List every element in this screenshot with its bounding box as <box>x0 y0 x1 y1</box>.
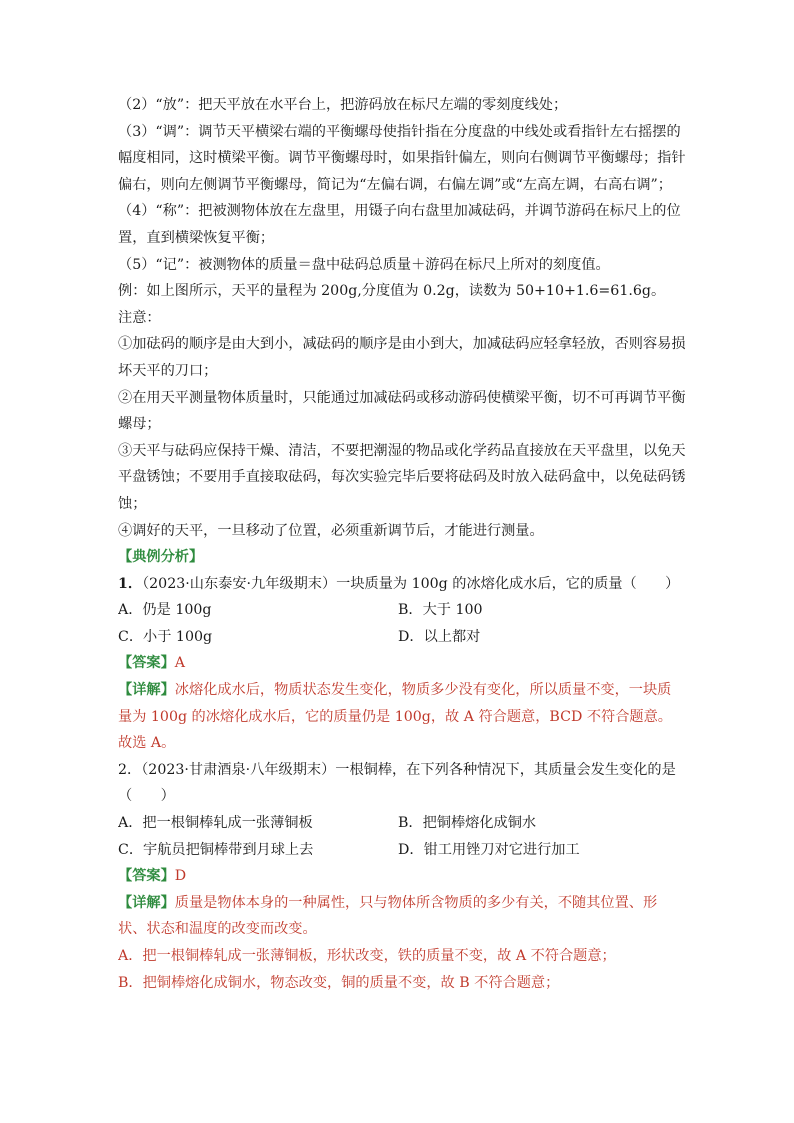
answer-value: A <box>174 655 186 672</box>
question-1-stem <box>118 571 690 598</box>
step-line: 幅度相同，这时横梁平衡。调节平衡螺母时，如果指针偏左，则向右侧调节平衡螺母；指针 <box>118 150 686 167</box>
note-line: 蚀； <box>118 495 147 512</box>
step-line: （5）“记”：被测物体的质量＝盘中砝码总质量＋游码在标尺上所对的刻度值。 <box>118 256 610 273</box>
example-line: 例：如上图所示，天平的量程为 200g,分度值为 0.2g，读数为 50+10+1.6=61.6g。 <box>118 283 666 300</box>
detail-tag: 【详解】 <box>118 894 175 911</box>
note-line: ②在用天平测量物体质量时，只能通过加减砝码或移动游码使横梁平衡，切不可再调节平衡 <box>118 389 686 406</box>
detail-line: 量为 100g 的冰熔化成水后，它的质量仍是 100g，故 A 符合题意，BCD 不符合题意。 <box>118 708 672 725</box>
step-line: （3）“调”：调节天平横梁右端的平衡螺母使指针指在分度盘的中线处或看指针左右摇摆的 <box>118 123 681 140</box>
question-2-options-row <box>118 810 690 837</box>
note-line: 螺母； <box>118 416 161 433</box>
question-1-options-row <box>118 624 690 651</box>
question-2-stem-cont: （ ） <box>118 788 175 805</box>
detail-line: A．把一根铜棒轧成一张薄铜板，形状改变，铁的质量不变，故 A 不符合题意； <box>118 948 616 964</box>
step-line: 置，直到横梁恢复平衡； <box>118 229 275 246</box>
question-number: 1． <box>118 575 143 592</box>
detail-line: 状、状态和温度的改变而改变。 <box>118 921 317 938</box>
note-line: ④调好的天平，一旦移动了位置，必须重新调节后，才能进行测量。 <box>118 522 544 539</box>
step-line: （4）“称”：把被测物体放在左盘里，用镊子向右盘里加减砝码，并调节游码在标尺上的位 <box>118 203 681 220</box>
step-line: 偏右，则向左侧调节平衡螺母，简记为“左偏右调，右偏左调”或“左高左调，右高右调”； <box>118 176 672 193</box>
detail-line: 故选 A。 <box>118 735 176 752</box>
notes-heading: 注意： <box>118 309 161 326</box>
answer-tag: 【答案】 <box>118 655 175 672</box>
detail-line: B．把铜棒熔化成铜水，物态改变，铜的质量不变，故 B 不符合题意； <box>118 974 560 991</box>
detail-tag: 【详解】 <box>118 682 175 699</box>
option-a: A．仍是 100g <box>118 602 212 619</box>
option-a: A．把一根铜棒轧成一张薄铜板 <box>118 815 313 832</box>
option-c: C．小于 100g <box>118 628 213 645</box>
content-area <box>118 92 690 996</box>
section-title: 【典例分析】 <box>118 549 204 566</box>
question-1-options-row <box>118 597 690 624</box>
option-d: D．钳工用锉刀对它进行加工 <box>398 841 580 858</box>
option-b: B．把铜棒熔化成铜水 <box>398 815 537 832</box>
question-1-answer <box>118 650 690 677</box>
detail-text: 冰熔化成水后，物质状态发生变化，物质多少没有变化，所以质量不变，一块质 <box>174 682 672 699</box>
note-line: ③天平与砝码应保持干燥、清洁，不要把潮湿的物品或化学药品直接放在天平盘里，以免天 <box>118 442 686 459</box>
question-2-stem: 2．（2023·甘肃酒泉·八年级期末）一根铜棒，在下列各种情况下，其质量会发生变化的是 <box>118 761 676 778</box>
question-2-answer <box>118 863 690 890</box>
question-2-detail <box>118 890 690 917</box>
answer-tag: 【答案】 <box>118 868 175 885</box>
note-line: 坏天平的刀口； <box>118 362 218 379</box>
question-2-options-row <box>118 837 690 864</box>
note-line: 平盘锈蚀；不要用手直接取砝码，每次实验完毕后要将砝码及时放入砝码盒中，以免砝码锈 <box>118 469 686 486</box>
question-1-detail <box>118 677 690 704</box>
question-text: （2023·山东泰安·九年级期末）一块质量为 100g 的冰熔化成水后，它的质量（ ） <box>142 575 680 592</box>
option-c: C．宇航员把铜棒带到月球上去 <box>118 841 314 858</box>
detail-text: 质量是物体本身的一种属性，只与物体所含物质的多少有关，不随其位置、形 <box>174 894 658 911</box>
option-b: B．大于 100 <box>398 602 483 619</box>
step-line: （2）“放”：把天平放在水平台上，把游码放在标尺左端的零刻度线处； <box>118 97 568 113</box>
note-line: ①加砝码的顺序是由大到小，减砝码的顺序是由小到大，加减砝码应轻拿轻放，否则容易损 <box>118 336 686 353</box>
answer-value: D <box>174 868 187 885</box>
option-d: D．以上都对 <box>398 628 481 645</box>
